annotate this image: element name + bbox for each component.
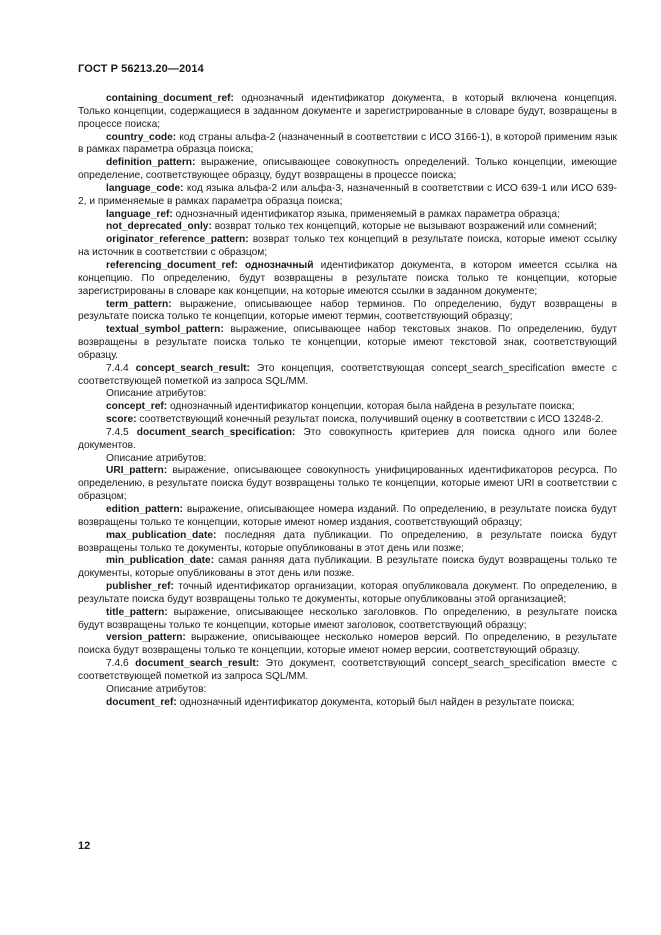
paragraph xyxy=(78,504,617,530)
paragraph-text: выражение, описывающее несколько заголовков. По определению, в результате поиска будут возвращены только те концепции, которые имеют заголовок, соответствующий образцу; xyxy=(78,606,617,631)
paragraph xyxy=(78,157,617,183)
paragraph-text: выражение, описывающее номера изданий. По определению, в результате поиска будут возвращены только те концепции, которые имеют номер издания, соответствующий образцу; xyxy=(78,504,617,528)
paragraph xyxy=(78,388,617,401)
paragraph-text: однозначный идентификатор документа, в который включена концепция. Только концепции, содержащиеся в заданном документе и зарегистрированные в словаре будут, возвращены в процессе поиска; xyxy=(78,93,617,130)
clause-number: 7.4.4 xyxy=(106,362,136,374)
paragraph xyxy=(78,93,617,132)
paragraph-text: последняя дата публикации. По определению, в результате поиска будут возвращены только те документы, которые опубликованы в этот день или позже; xyxy=(78,529,617,554)
paragraph-text: Описание атрибутов: xyxy=(106,452,207,464)
paragraph-text: Описание атрибутов: xyxy=(106,388,207,400)
paragraph-text: Это документ, соответствующий concept_search_specification вместе с соответствующей пометкой из запроса SQL/MM. xyxy=(78,658,617,682)
paragraph xyxy=(78,530,617,556)
attribute-term: URI_pattern: xyxy=(106,465,168,477)
attribute-term: definition_pattern: xyxy=(106,157,196,169)
document-header: ГОСТ Р 56213.20—2014 xyxy=(78,63,204,75)
paragraph xyxy=(78,453,617,466)
attribute-term: concept_ref: xyxy=(106,401,168,413)
attribute-term: score: xyxy=(106,414,137,426)
attribute-term: country_code: xyxy=(106,131,177,143)
paragraph xyxy=(78,607,617,633)
paragraph-text: возврат только тех концепций, которые не вызывают возражений или сомнений; xyxy=(211,221,597,233)
paragraph-text: выражение, описывающее совокупность определений. Только концепции, имеющие определение, соответствующее образцу, будут возвращены в процессе поиска; xyxy=(78,157,617,182)
paragraph xyxy=(78,260,617,299)
attribute-term: document_ref: xyxy=(106,696,177,708)
paragraph-text: выражение, описывающее несколько номеров версий. По определению, в результате поиска будут возвращены только те концепции, которые имеют номер версии, соответствующий образцу. xyxy=(78,632,617,657)
paragraph xyxy=(78,299,617,325)
attribute-term: max_publication_date: xyxy=(106,529,217,541)
paragraph xyxy=(78,465,617,504)
paragraph-text: возврат только тех концепций в результате поиска, которые имеют ссылку на источник в соответствии с образцом; xyxy=(78,234,617,259)
paragraph xyxy=(78,132,617,158)
clause-number: 7.4.5 xyxy=(106,426,137,438)
attribute-term: not_deprecated_only: xyxy=(106,221,212,233)
paragraph xyxy=(78,555,617,581)
paragraph xyxy=(78,581,617,607)
paragraph-text: соответствующий конечный результат поиска, получивший оценку в соответствии с ИСО 13248-2. xyxy=(136,414,604,426)
attribute-term: document_search_result: xyxy=(135,658,260,670)
paragraph-text: Описание атрибутов: xyxy=(106,683,207,695)
paragraph-text: идентификатор документа, в котором имеется ссылка на концепцию. По определению, будут возвращены в результате поиска только те концепции, которые зарегистрированы в словаре как концепции, на которые имеются ссылки в заданном документе; xyxy=(78,259,617,297)
paragraph xyxy=(78,414,617,427)
paragraph xyxy=(78,324,617,363)
paragraph-text: Это концепция, соответствующая concept_search_specification вместе с соответствующей пометкой из запроса SQL/MM. xyxy=(78,362,617,387)
attribute-term: language_ref: xyxy=(106,208,173,220)
paragraph xyxy=(78,632,617,658)
paragraph xyxy=(78,697,617,710)
attribute-term: term_pattern: xyxy=(106,298,172,310)
paragraph-text: выражение, описывающее совокупность унифицированных идентификаторов ресурса. По определению, в результате поиска будут возвращены только те концепции, которые имеют URI в соответствии с образцом; xyxy=(78,465,617,503)
paragraph xyxy=(78,209,617,222)
paragraph xyxy=(78,427,617,453)
attribute-term: title_pattern: xyxy=(106,606,168,618)
paragraph-text: код страны альфа-2 (назначенный в соответствии с ИСО 3166-1), в которой применим язык в рамках параметра образца поиска; xyxy=(78,131,617,156)
paragraph-text: выражение, описывающее набор текстовых знаков. По определению, будут возвращены в результате поиска только те концепции, которые имеют текстовой знак, соответствующий образцу. xyxy=(78,324,617,361)
paragraph xyxy=(78,684,617,697)
paragraph xyxy=(78,658,617,684)
attribute-term: min_publication_date: xyxy=(106,555,215,567)
attribute-term: containing_document_ref: xyxy=(106,93,234,104)
paragraph-text: код языка альфа-2 или альфа-3, назначенный в соответствии с ИСО 639-1 или ИСО 639-2, и применяемые в рамках параметра образца поиска; xyxy=(78,182,617,207)
paragraph xyxy=(78,183,617,209)
paragraph-text: однозначный идентификатор концепции, которая была найдена в результате поиска; xyxy=(167,401,575,413)
attribute-term: edition_pattern: xyxy=(106,504,183,515)
attribute-term: originator_reference_pattern: xyxy=(106,234,249,246)
document-body xyxy=(78,93,617,710)
paragraph-text: Это совокупность критериев для поиска одного или более документов. xyxy=(78,426,617,451)
paragraph xyxy=(78,221,617,234)
attribute-term: publisher_ref: xyxy=(106,581,174,593)
attribute-term: referencing_document_ref: однозначный xyxy=(106,259,314,271)
attribute-term: language_code: xyxy=(106,182,184,194)
page-number: 12 xyxy=(78,840,91,852)
paragraph xyxy=(78,401,617,414)
paragraph-text: однозначный идентификатор языка, применяемый в рамках параметра образца; xyxy=(172,208,560,220)
paragraph xyxy=(78,363,617,389)
attribute-term: document_search_specification: xyxy=(136,426,296,438)
attribute-term: concept_search_result: xyxy=(135,362,250,374)
paragraph-text: однозначный идентификатор документа, который был найден в результате поиска; xyxy=(176,696,575,708)
paragraph-text: выражение, описывающее набор терминов. По определению, будут возвращены в результате поиска только те концепции, которые имеют термин, соответствующий образцу; xyxy=(78,298,617,323)
paragraph-text: самая ранняя дата публикации. В результате поиска будут возвращены только те документы, которые опубликованы в этот день или позже. xyxy=(78,555,617,580)
paragraph xyxy=(78,234,617,260)
clause-number: 7.4.6 xyxy=(106,658,136,670)
attribute-term: version_pattern: xyxy=(106,632,186,644)
paragraph-text: точный идентификатор организации, которая опубликовала документ. По определению, в результате поиска будут возвращены только те документы, которые опубликованы этой организацией; xyxy=(78,581,617,605)
attribute-term: textual_symbol_pattern: xyxy=(106,324,224,336)
